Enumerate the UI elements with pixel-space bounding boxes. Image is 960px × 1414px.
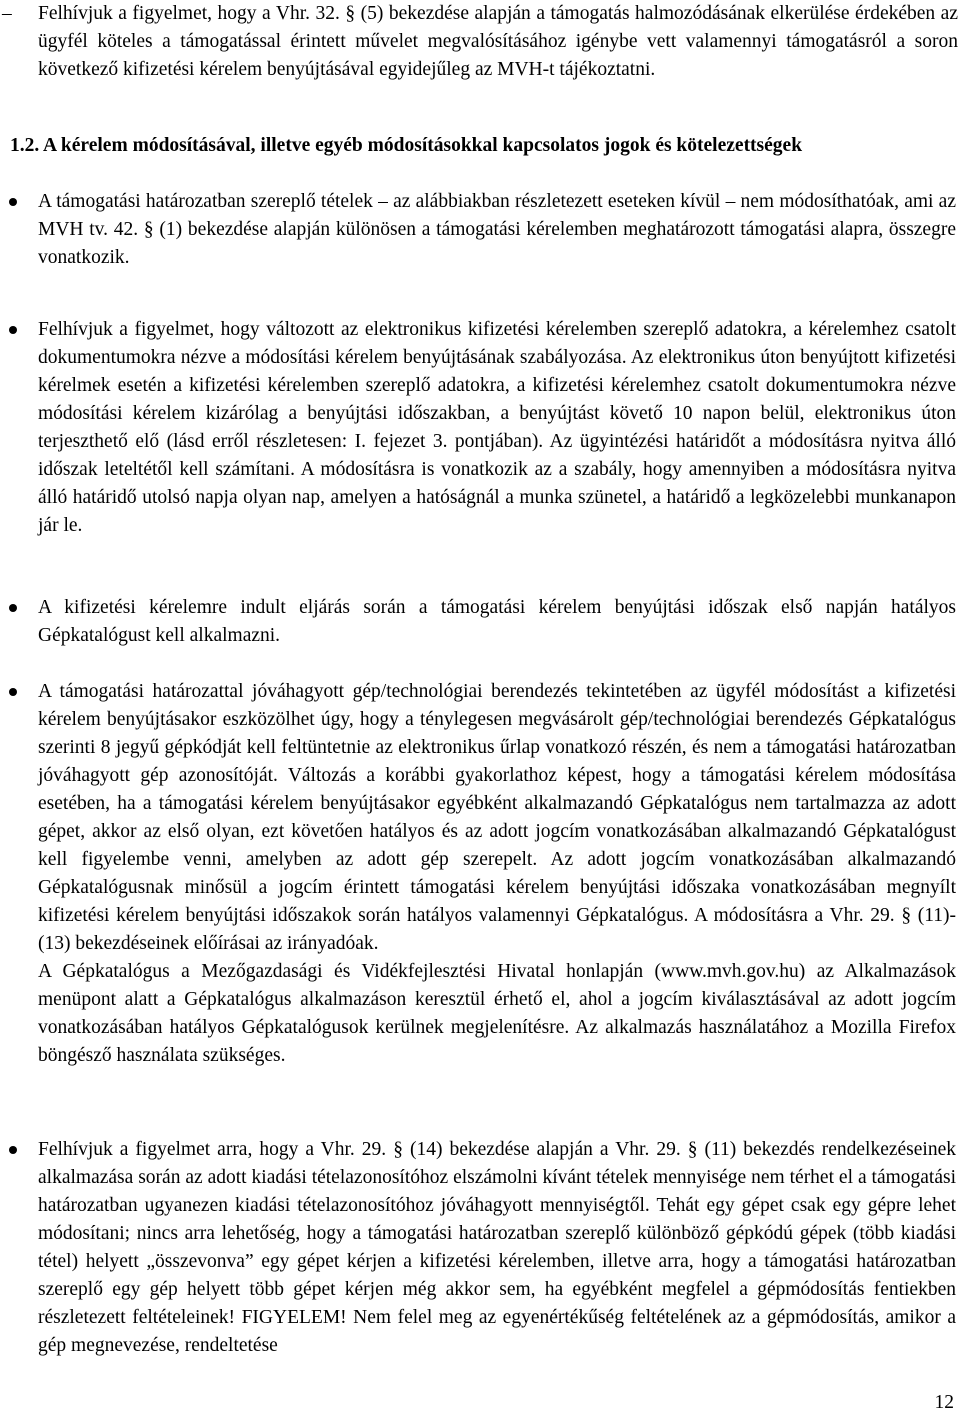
bullet-dot	[9, 198, 17, 206]
bullet-item-3	[0, 594, 956, 650]
bullet-item-4	[0, 678, 956, 1070]
bullet-dot	[9, 604, 17, 612]
bullet-item-2	[0, 316, 956, 540]
intro-paragraph: Felhívjuk a figyelmet, hogy a Vhr. 32. § (5) bekezdése alapján a támogatás halmozódásának elkerülése érdekében az ügyfél köteles a támogatással érintett művelet megvalósításához igénybe vett valamennyi támogatásról a soron következő kifizetési kérelem benyújtásával egyidejűleg az MVH-t tájékoztatni.	[38, 3, 958, 80]
bullet-text	[38, 678, 956, 1070]
paragraph: A támogatási határozatban szereplő tételek – az alábbiakban részletezett eseteken kívül – nem módosíthatóak, ami az MVH tv. 42. § (1) bekezdése alapján különösen a támogatási kérelemben meghatározott támogatási alapra, összegre vonatkozik.	[38, 191, 956, 268]
bullet-dot	[9, 688, 17, 696]
bullet-text	[38, 316, 956, 540]
bullet-text	[38, 594, 956, 650]
paragraph: Felhívjuk a figyelmet, hogy változott az elektronikus kifizetési kérelemben szereplő adatokra, a kérelemhez csatolt dokumentumokra nézve a módosítási kérelem benyújtásának szabályozása. Az elektronikus úton benyújtott kifizetési kérelmek esetén a kifizetési kérelemben szereplő adatokra, a kifizetési kérelemhez csatolt dokumentumokra nézve módosítási kérelem kizárólag a benyújtási időszakban, a benyújtást követő 10 napon belül, elektronikus úton terjeszthető elő (lásd erről részletesen: I. fejezet 3. pontjában). Az ügyintézési határidőt a módosításra nyitva álló időszak leteltétől kell számítani. A módosításra is vonatkozik az a szabály, hogy amennyiben a módosításra nyitva álló határidő utolsó napja olyan nap, amelyen a hatóságnál a munka szünetel, a határidő a legközelebbi munkanapon jár le.	[38, 319, 956, 536]
paragraph: Felhívjuk a figyelmet arra, hogy a Vhr. 29. § (14) bekezdése alapján a Vhr. 29. § (11) bekezdés rendelkezéseinek alkalmazása során az adott kiadási tételazonosítóhoz elszámolni kívánt tételek mennyisége nem térhet el a támogatási határozatban ugyanezen kiadási tételazonosítóhoz jóváhagyott mennyiségtől. Tehát egy gépet csak egy gépre lehet módosítani; nincs arra lehetőség, hogy a támogatási határozatban szereplő különböző gépkódú gépek (több kiadási tétel) helyett „összevonva” egy gépet kérjen a kifizetési kérelemben, illetve arra, hogy a támogatási határozatban szereplő egy gép helyett több gépet kérjen még akkor sem, ha egyébként megfelel a gépmódosítás fentiekben részletezett feltételeinek! FIGYELEM! Nem felel meg az egyenértékűség feltételének az a gépmódosítás, amikor a gép megnevezése, rendeltetése	[38, 1139, 956, 1356]
bullet-text	[38, 188, 956, 272]
bullet-dot	[9, 326, 17, 334]
bullet-item-5	[0, 1136, 956, 1360]
bullet-item-1	[0, 188, 956, 272]
section-heading: 1.2. A kérelem módosításával, illetve egyéb módosításokkal kapcsolatos jogok és kötelezettségek	[10, 135, 803, 156]
bullet-dot	[9, 1146, 17, 1154]
dash-bullet: –	[2, 3, 12, 24]
paragraph: A támogatási határozattal jóváhagyott gép/technológiai berendezés tekintetében az ügyfél módosítást a kifizetési kérelem benyújtásakor eszközölhet úgy, hogy a ténylegesen megvásárolt gép/technológiai berendezés Gépkatalógus szerinti 8 jegyű gépkódját kell feltüntetnie az elektronikus űrlap vonatkozó részén, és nem a támogatási határozatban jóváhagyott gép azonosítóját. Változás a korábbi gyakorlathoz képest, hogy a támogatási kérelem módosítása esetében, ha a támogatási kérelem benyújtásakor egyébként alkalmazandó Gépkatalógus nem tartalmazza az adott gépet, akkor az első olyan, ezt követően hatályos és az adott jogcím vonatkozásában alkalmazandó Gépkatalógust kell figyelembe venni, amelyben az adott gép szerepelt. Az adott jogcím vonatkozásában alkalmazandó Gépkatalógusnak minősül a jogcím érintett támogatási kérelem benyújtási időszaka vonatkozásában megnyílt kifizetési kérelem benyújtási időszakok során hatályos valamennyi Gépkatalógus. A módosításra a Vhr. 29. § (11)-(13) bekezdéseinek előírásai az irányadóak.	[38, 681, 956, 954]
paragraph: A Gépkatalógus a Mezőgazdasági és Vidékfejlesztési Hivatal honlapján (www.mvh.gov.hu) az Alkalmazások menüpont alatt a Gépkatalógus alkalmazáson keresztül érhető el, ahol a jogcím kiválasztásával az adott jogcím vonatkozásában hatályos Gépkatalógusok kerülnek megjelenítésre. Az alkalmazás használatához a Mozilla Firefox böngésző használata szükséges.	[38, 961, 956, 1066]
bullet-text	[38, 1136, 956, 1360]
paragraph: A kifizetési kérelemre indult eljárás során a támogatási kérelem benyújtási időszak első napján hatályos Gépkatalógust kell alkalmazni.	[38, 597, 956, 646]
intro-list-item	[0, 0, 958, 84]
page-number: 12	[934, 1392, 954, 1413]
